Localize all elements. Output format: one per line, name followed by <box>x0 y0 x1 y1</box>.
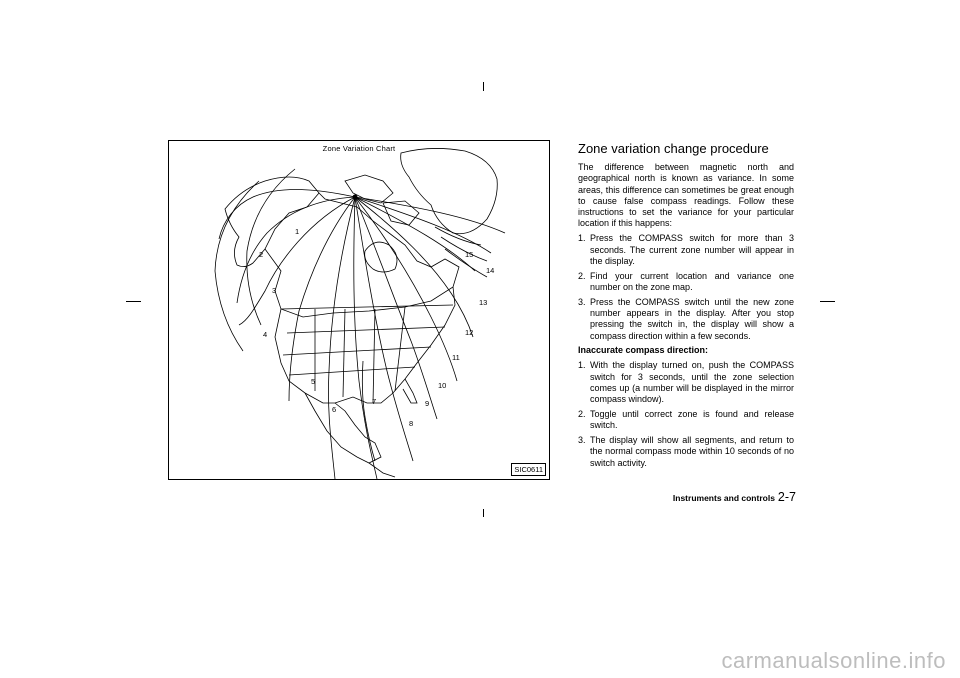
step-text: Find your current location and variance one number on the zone map. <box>590 270 794 292</box>
central-america-outline <box>369 463 395 477</box>
mexico-outline <box>305 393 381 463</box>
page-footer <box>673 488 796 506</box>
procedure-step <box>578 271 794 294</box>
step-text: Toggle until correct zone is found and release switch. <box>590 408 794 431</box>
section-heading: Zone variation change procedure <box>578 141 769 156</box>
step-number: 3. <box>578 296 586 307</box>
zone-variation-figure <box>168 140 550 480</box>
step-text: The display will show all segments, and return to the normal compass mode within 10 seconds of no switch activity. <box>590 435 794 468</box>
state-border <box>287 327 445 333</box>
figure-title: Zone Variation Chart <box>322 144 396 153</box>
crop-mark-top <box>483 82 484 91</box>
florida-outline <box>403 379 417 403</box>
step-text: With the display turned on, push the COMPASS switch for 3 seconds, until the zone selection comes up (a number will be displayed in the mirror compass window). <box>590 360 794 405</box>
step-number: 2. <box>578 270 586 281</box>
zone-label-10: 10 <box>438 381 447 390</box>
step-text: Press the COMPASS switch for more than 3 seconds. The current zone number will appear in the display. <box>590 233 794 266</box>
zone-arc <box>215 181 259 351</box>
usa-outline <box>275 287 455 403</box>
watermark[interactable]: carmanualsonline.info <box>721 648 946 673</box>
zone-arc <box>362 361 375 461</box>
step-text: Press the COMPASS switch until the new zone number appears in the display. After you stop pressing the switch in, the display will show a compass direction within a few seconds. <box>590 296 794 341</box>
state-border <box>343 309 345 397</box>
intro-paragraph: The difference between magnetic north and geographical north is known as variance. In some areas, this difference can sometimes be great enough to cause false compass readings. Follow these instructions to set the variance for your particular location if this happens: <box>578 162 794 229</box>
crop-mark-bottom <box>483 509 484 517</box>
crop-mark-left <box>126 301 141 302</box>
procedure-step <box>578 409 794 432</box>
zone-label-12: 12 <box>465 328 474 337</box>
procedure-step <box>578 233 794 267</box>
zone-label-6: 6 <box>332 405 337 414</box>
alaska-outline <box>225 177 319 267</box>
step-number: 2. <box>578 408 586 419</box>
zone-label-2: 2 <box>259 250 264 259</box>
step-number: 1. <box>578 233 586 244</box>
zone-label-7: 7 <box>372 397 377 406</box>
zone-label-15: 15 <box>465 250 474 259</box>
border-49th <box>281 305 453 309</box>
magnetic-north-pole <box>353 195 358 200</box>
step-number: 1. <box>578 360 586 371</box>
zone-label-4: 4 <box>263 330 268 339</box>
zone-label-11: 11 <box>452 353 460 362</box>
hudson-bay-outline <box>365 242 397 272</box>
section-name: Instruments and controls <box>672 493 775 503</box>
crop-mark-right <box>820 301 835 302</box>
procedure-step <box>578 297 794 342</box>
state-border <box>373 309 375 403</box>
zone-label-9: 9 <box>425 399 430 408</box>
step-number: 3. <box>578 435 586 446</box>
zone-label-13: 13 <box>479 298 488 307</box>
zone-label-3: 3 <box>272 286 277 295</box>
zone-map <box>169 141 549 479</box>
zone-label-1: 1 <box>295 227 300 236</box>
page-number: 2-7 <box>777 490 796 504</box>
zone-arc <box>247 169 295 325</box>
subheading: Inaccurate compass direction: <box>578 345 709 356</box>
zone-label-14: 14 <box>486 266 495 275</box>
procedure-step <box>578 435 794 469</box>
greenland-outline <box>401 148 498 233</box>
procedure-step <box>578 360 794 405</box>
zone-label-8: 8 <box>409 419 414 428</box>
isogonic-lines <box>219 190 505 480</box>
figure-code: SIC0611 <box>511 463 546 476</box>
zone-label-5: 5 <box>311 377 316 386</box>
procedure-text <box>578 141 794 472</box>
state-border <box>289 367 415 375</box>
